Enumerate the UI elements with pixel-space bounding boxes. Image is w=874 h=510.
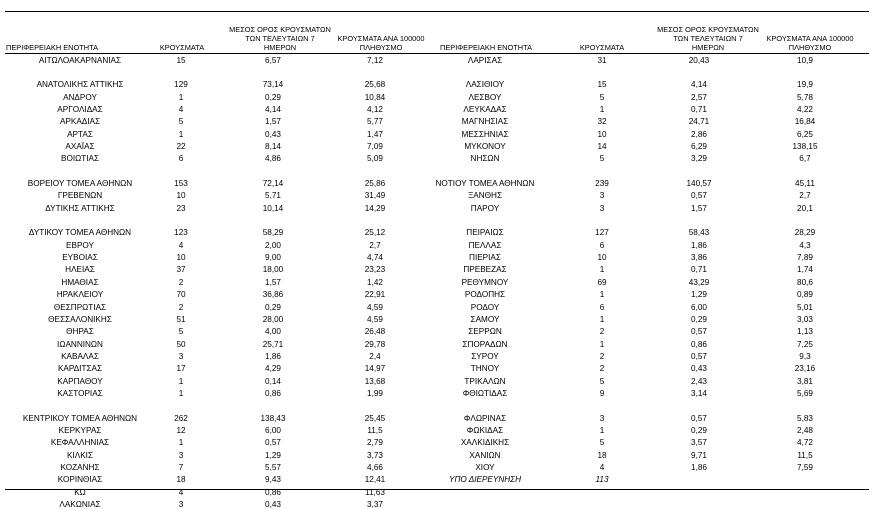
region-name-cell: ΠΕΛΛΑΣ [468, 240, 502, 250]
region-name-cell: ΚΑΒΑΛΑΣ [61, 351, 99, 361]
region-name-cell: ΚΑΡΠΑΘΟΥ [57, 376, 103, 386]
avg7-cell: 1,29 [691, 290, 707, 300]
per100k-cell: 10,84 [364, 92, 386, 102]
region-name-cell: ΑΝΑΤΟΛΙΚΗΣ ΑΤΤΙΚΗΣ [36, 80, 124, 90]
per100k-cell: 3,81 [797, 376, 813, 386]
region-name-cell: ΣΕΡΡΩΝ [468, 327, 502, 337]
per100k-cell: 5,09 [367, 154, 383, 164]
region-name-cell: ΧΙΟΥ [475, 463, 495, 473]
avg7-cell: 0,57 [691, 327, 707, 337]
per100k-cell: 2,4 [369, 351, 381, 361]
avg7-cell: 3,86 [691, 253, 707, 263]
cases-cell: 153 [174, 179, 188, 188]
cases-cell: 12 [176, 426, 186, 435]
region-name-cell: ΔΥΤΙΚΟΥ ΤΟΜΕΑ ΑΘΗΝΩΝ [28, 228, 132, 238]
cases-cell: 1 [599, 314, 605, 324]
cases-cell: 3 [599, 203, 605, 213]
region-name-cell: ΣΑΜΟΥ [470, 314, 500, 324]
per100k-cell: 3,73 [367, 450, 383, 460]
per100k-cell: 2,7 [799, 191, 811, 201]
per100k-cell: 4,59 [367, 314, 383, 324]
cases-cell: 18 [176, 475, 186, 485]
region-name-cell: ΚΕΡΚΥΡΑΣ [58, 426, 102, 435]
cases-cell: 5 [178, 327, 184, 337]
region-name-cell: ΕΒΡΟΥ [66, 240, 94, 250]
region-name-cell: ΧΑΝΙΩΝ [469, 450, 501, 460]
left-header-avg7-line2: ΤΩΝ ΤΕΛΕΥΤΑΙΩΝ 7 [245, 34, 315, 43]
right-header-per100k [755, 34, 865, 52]
per100k-cell: 19,9 [797, 80, 813, 90]
region-name-cell: ΤΡΙΚΑΛΩΝ [464, 376, 506, 386]
avg7-cell: 43,29 [688, 277, 710, 287]
cases-cell: 2 [599, 327, 605, 337]
region-name-cell: ΑΧΑΪΑΣ [65, 141, 95, 151]
cases-cell: 23 [176, 203, 186, 213]
avg7-cell: 140,57 [686, 179, 712, 188]
per100k-cell: 1,74 [797, 265, 813, 275]
avg7-cell: 4,14 [691, 80, 707, 90]
cases-cell: 50 [176, 339, 186, 349]
per100k-cell: 22,91 [364, 290, 386, 300]
region-name-cell: ΦΩΚΙΔΑΣ [466, 426, 504, 435]
cases-cell: 70 [176, 290, 186, 300]
avg7-cell: 0,57 [265, 438, 281, 448]
cases-cell: 31 [597, 55, 607, 65]
left-header-per100k [326, 34, 436, 52]
header-rule [5, 53, 869, 54]
region-name-cell: ΡΕΘΥΜΝΟΥ [461, 277, 509, 287]
per100k-cell: 11,5 [367, 426, 383, 435]
cases-cell: 3 [599, 413, 605, 423]
avg7-cell: 0,43 [265, 500, 281, 510]
region-name-cell: ΘΕΣΠΡΩΤΙΑΣ [53, 302, 107, 312]
cases-cell: 1 [599, 290, 605, 300]
avg7-cell: 0,29 [691, 314, 707, 324]
right-header-avg7 [648, 25, 768, 52]
avg7-cell: 24,71 [688, 117, 710, 127]
per100k-cell: 5,69 [797, 388, 813, 398]
region-name-cell: ΔΥΤΙΚΗΣ ΑΤΤΙΚΗΣ [45, 203, 115, 213]
avg7-cell: 0,57 [691, 413, 707, 423]
left-header-avg7-line1: ΜΕΣΟΣ ΟΡΟΣ ΚΡΟΥΣΜΑΤΩΝ [229, 25, 331, 34]
cases-cell: 127 [595, 228, 609, 238]
cases-cell: 1 [599, 426, 605, 435]
per100k-cell: 45,11 [795, 179, 815, 188]
right-header-avg7-line2: ΤΩΝ ΤΕΛΕΥΤΑΙΩΝ 7 [673, 34, 743, 43]
per100k-cell: 16,84 [794, 117, 816, 127]
avg7-cell: 6,00 [691, 302, 707, 312]
avg7-cell: 1,86 [691, 240, 707, 250]
cases-cell: 239 [595, 179, 609, 188]
cases-cell: 4 [178, 104, 184, 114]
avg7-cell: 0,43 [691, 364, 707, 374]
per100k-cell: 12,41 [364, 475, 386, 485]
left-header-avg7-line3: ΗΜΕΡΩΝ [263, 43, 297, 52]
region-name-cell: ΧΑΛΚΙΔΙΚΗΣ [460, 438, 510, 448]
region-name-cell: ΛΑΣΙΘΙΟΥ [465, 80, 505, 90]
avg7-cell: 2,86 [691, 129, 707, 139]
avg7-cell: 20,43 [688, 55, 710, 65]
avg7-cell: 0,29 [265, 92, 281, 102]
region-name-cell: ΞΑΝΘΗΣ [467, 191, 503, 201]
region-name-cell: ΚΕΝΤΡΙΚΟΥ ΤΟΜΕΑ ΑΘΗΝΩΝ [22, 413, 138, 423]
per100k-cell: 25,86 [364, 179, 386, 188]
cases-cell: 7 [178, 463, 184, 473]
avg7-cell: 8,14 [265, 141, 281, 151]
per100k-cell: 7,12 [367, 55, 383, 65]
avg7-cell: 6,00 [265, 426, 281, 435]
avg7-cell: 1,29 [265, 450, 281, 460]
region-name-cell: ΠΙΕΡΙΑΣ [469, 253, 501, 263]
cases-cell: 10 [176, 253, 186, 263]
region-name-cell: ΛΕΥΚΑΔΑΣ [463, 104, 507, 114]
per100k-cell: 7,59 [797, 463, 813, 473]
region-name-cell: ΚΑΣΤΟΡΙΑΣ [57, 388, 103, 398]
cases-cell: 1 [178, 388, 184, 398]
avg7-cell: 6,29 [691, 141, 707, 151]
avg7-cell: 1,86 [265, 351, 281, 361]
region-name-cell: ΓΡΕΒΕΝΩΝ [57, 191, 103, 201]
avg7-cell: 4,86 [265, 154, 281, 164]
per100k-cell: 26,48 [364, 327, 386, 337]
region-name-cell: ΡΟΔΟΠΗΣ [464, 290, 506, 300]
avg7-cell: 0,86 [691, 339, 707, 349]
cases-cell: 3 [178, 450, 184, 460]
region-name-cell: ΚΩ [74, 487, 86, 497]
avg7-cell: 0,57 [691, 351, 707, 361]
avg7-cell: 2,57 [691, 92, 707, 102]
cases-cell: 10 [597, 253, 607, 263]
per100k-cell: 23,23 [364, 265, 386, 275]
region-name-cell: ΑΙΤΩΛΟΑΚΑΡΝΑΝΙΑΣ [38, 55, 122, 65]
region-name-cell: ΒΟΡΕΙΟΥ ΤΟΜΕΑ ΑΘΗΝΩΝ [27, 179, 133, 188]
region-name-cell: ΑΡΚΑΔΙΑΣ [59, 117, 101, 127]
cases-cell: 1 [178, 376, 184, 386]
region-name-cell: ΝΟΤΙΟΥ ΤΟΜΕΑ ΑΘΗΝΩΝ [435, 179, 535, 188]
region-name-cell: ΚΟΖΑΝΗΣ [60, 463, 100, 473]
avg7-cell: 0,29 [691, 426, 707, 435]
avg7-cell: 0,43 [265, 129, 281, 139]
region-name-cell: ΚΟΡΙΝΘΙΑΣ [57, 475, 103, 485]
avg7-cell: 0,14 [265, 376, 281, 386]
region-name-cell: ΗΛΕΙΑΣ [65, 265, 95, 275]
region-name-cell: ΡΟΔΟΥ [470, 302, 500, 312]
cases-cell: 5 [599, 154, 605, 164]
cases-cell: 6 [178, 154, 184, 164]
cases-cell: 10 [176, 191, 186, 201]
cases-cell: 15 [597, 80, 607, 90]
avg7-cell: 72,14 [262, 179, 284, 188]
per100k-cell: 25,12 [364, 228, 386, 238]
region-name-cell: ΦΛΩΡΙΝΑΣ [463, 413, 507, 423]
region-name-cell: ΘΗΡΑΣ [66, 327, 94, 337]
avg7-cell: 3,14 [691, 388, 707, 398]
avg7-cell: 58,43 [688, 228, 710, 238]
left-header-per100k-line2: ΠΛΗΘΥΣΜΟ [359, 43, 403, 52]
per100k-cell: 5,83 [797, 413, 813, 423]
per100k-cell: 25,68 [364, 80, 386, 90]
cases-cell: 17 [176, 364, 186, 374]
per100k-cell: 1,47 [367, 129, 383, 139]
cases-cell: 1 [599, 104, 605, 114]
avg7-cell: 2,00 [265, 240, 281, 250]
cases-cell: 51 [176, 314, 186, 324]
region-name-cell: ΚΑΡΔΙΤΣΑΣ [57, 364, 103, 374]
avg7-cell: 36,86 [262, 290, 284, 300]
per100k-cell: 2,79 [367, 438, 383, 448]
avg7-cell: 9,43 [265, 475, 281, 485]
cases-cell: 22 [176, 141, 186, 151]
per100k-cell: 29,78 [364, 339, 386, 349]
per100k-cell: 5,77 [367, 117, 383, 127]
cases-cell: 1 [599, 339, 605, 349]
avg7-cell: 28,00 [262, 314, 284, 324]
cases-cell: 113 [595, 475, 609, 485]
avg7-cell: 9,00 [265, 253, 281, 263]
region-name-cell: ΛΑΚΩΝΙΑΣ [59, 500, 101, 510]
per100k-cell: 80,6 [797, 277, 813, 287]
region-name-cell: ΑΡΓΟΛΙΔΑΣ [57, 104, 103, 114]
avg7-cell: 0,71 [691, 265, 707, 275]
per100k-cell: 2,7 [369, 240, 381, 250]
region-name-cell: ΣΥΡΟΥ [471, 351, 499, 361]
cases-cell: 3 [178, 500, 184, 510]
region-name-cell: ΚΙΛΚΙΣ [66, 450, 93, 460]
per100k-cell: 11,63 [365, 487, 385, 497]
avg7-cell: 10,14 [262, 203, 284, 213]
region-name-cell: ΗΡΑΚΛΕΙΟΥ [56, 290, 104, 300]
avg7-cell: 1,57 [265, 117, 281, 127]
avg7-cell: 1,86 [691, 463, 707, 473]
per100k-cell: 14,29 [364, 203, 386, 213]
per100k-cell: 0,89 [797, 290, 813, 300]
avg7-cell: 0,86 [265, 487, 281, 497]
cases-cell: 1 [178, 438, 184, 448]
region-name-cell: ΠΡΕΒΕΖΑΣ [463, 265, 507, 275]
avg7-cell: 73,14 [262, 80, 284, 90]
per100k-cell: 25,45 [364, 413, 386, 423]
avg7-cell: 58,29 [262, 228, 284, 238]
cases-cell: 123 [174, 228, 188, 238]
cases-cell: 5 [599, 376, 605, 386]
cases-cell: 4 [178, 487, 184, 497]
region-name-cell: ΜΕΣΣΗΝΙΑΣ [461, 129, 509, 139]
cases-cell: 6 [599, 240, 605, 250]
cases-cell: 15 [176, 55, 186, 65]
cases-cell: 32 [597, 117, 607, 127]
avg7-cell: 4,00 [265, 327, 281, 337]
per100k-cell: 5,01 [797, 302, 813, 312]
per100k-cell: 5,78 [797, 92, 813, 102]
right-header-region: ΠΕΡΙΦΕΡΕΙΑΚΗ ΕΝΟΤΗΤΑ [440, 43, 532, 52]
region-name-cell: ΕΥΒΟΙΑΣ [62, 253, 98, 263]
avg7-cell: 5,57 [265, 463, 281, 473]
region-name-cell: ΑΝΔΡΟΥ [63, 92, 97, 102]
cases-cell: 5 [599, 438, 605, 448]
cases-cell: 5 [178, 117, 184, 127]
per100k-cell: 20,1 [797, 203, 813, 213]
cases-cell: 14 [597, 141, 607, 151]
avg7-cell: 4,29 [265, 364, 281, 374]
avg7-cell: 18,00 [262, 265, 284, 275]
avg7-cell: 6,57 [265, 55, 281, 65]
region-name-cell: ΒΟΙΩΤΙΑΣ [60, 154, 100, 164]
cases-cell: 262 [174, 413, 188, 423]
right-header-cases: ΚΡΟΥΣΜΑΤΑ [579, 43, 625, 52]
cases-cell: 37 [176, 265, 186, 275]
cases-cell: 69 [597, 277, 607, 287]
right-header-per100k-line2: ΠΛΗΘΥΣΜΟ [788, 43, 832, 52]
avg7-cell: 3,57 [691, 438, 707, 448]
region-name-cell: ΥΠΟ ΔΙΕΡΕΥΝΗΣΗ [449, 475, 521, 485]
region-name-cell: ΤΗΝΟΥ [470, 364, 500, 374]
per100k-cell: 1,13 [797, 327, 813, 337]
avg7-cell: 5,71 [265, 191, 281, 201]
per100k-cell: 23,16 [794, 364, 816, 374]
per100k-cell: 14,97 [364, 364, 386, 374]
avg7-cell: 3,29 [691, 154, 707, 164]
per100k-cell: 11,5 [797, 450, 813, 460]
region-name-cell: ΚΕΦΑΛΛΗΝΙΑΣ [50, 438, 110, 448]
region-name-cell: ΜΑΓΝΗΣΙΑΣ [461, 117, 509, 127]
avg7-cell: 0,71 [691, 104, 707, 114]
per100k-cell: 31,49 [364, 191, 386, 201]
left-header-cases: ΚΡΟΥΣΜΑΤΑ [159, 43, 205, 52]
cases-cell: 4 [599, 463, 605, 473]
cases-cell: 4 [178, 240, 184, 250]
per100k-cell: 2,48 [797, 426, 813, 435]
cases-cell: 18 [597, 450, 607, 460]
avg7-cell: 25,71 [262, 339, 284, 349]
region-name-cell: ΦΘΙΩΤΙΔΑΣ [462, 388, 508, 398]
avg7-cell: 1,57 [265, 277, 281, 287]
avg7-cell: 0,57 [691, 191, 707, 201]
per100k-cell: 7,25 [797, 339, 813, 349]
per100k-cell: 4,74 [367, 253, 383, 263]
avg7-cell: 4,14 [265, 104, 281, 114]
right-header-avg7-line1: ΜΕΣΟΣ ΟΡΟΣ ΚΡΟΥΣΜΑΤΩΝ [657, 25, 759, 34]
cases-cell: 1 [599, 265, 605, 275]
avg7-cell: 2,43 [691, 376, 707, 386]
per100k-cell: 1,42 [367, 277, 383, 287]
per100k-cell: 4,59 [367, 302, 383, 312]
per100k-cell: 28,29 [794, 228, 816, 238]
cases-cell: 3 [178, 351, 184, 361]
per100k-cell: 4,72 [797, 438, 813, 448]
region-name-cell: ΗΜΑΘΙΑΣ [61, 277, 99, 287]
avg7-cell: 9,71 [691, 450, 707, 460]
region-name-cell: ΠΕΙΡΑΙΩΣ [466, 228, 504, 238]
cases-cell: 10 [597, 129, 607, 139]
per100k-cell: 4,3 [799, 240, 811, 250]
avg7-cell: 0,86 [265, 388, 281, 398]
cases-cell: 2 [599, 351, 605, 361]
region-name-cell: ΙΩΑΝΝΙΝΩΝ [57, 339, 103, 349]
per100k-cell: 1,99 [367, 388, 383, 398]
right-header-per100k-line1: ΚΡΟΥΣΜΑΤΑ ΑΝΑ 100000 [766, 34, 854, 43]
avg7-cell: 138,43 [260, 413, 286, 423]
region-name-cell: ΣΠΟΡΑΔΩΝ [462, 339, 508, 349]
per100k-cell: 138,15 [792, 141, 818, 151]
cases-cell: 1 [178, 92, 184, 102]
per100k-cell: 10,9 [797, 55, 813, 65]
per100k-cell: 4,66 [367, 463, 383, 473]
region-name-cell: ΛΑΡΙΣΑΣ [467, 55, 503, 65]
per100k-cell: 6,25 [797, 129, 813, 139]
cases-cell: 2 [178, 277, 184, 287]
per100k-cell: 4,12 [367, 104, 383, 114]
per100k-cell: 4,22 [797, 104, 813, 114]
per100k-cell: 7,89 [797, 253, 813, 263]
per100k-cell: 9,3 [799, 351, 811, 361]
left-header-avg7 [220, 25, 340, 52]
cases-cell: 3 [599, 191, 605, 201]
avg7-cell: 0,29 [265, 302, 281, 312]
cases-cell: 1 [178, 129, 184, 139]
left-header-per100k-line1: ΚΡΟΥΣΜΑΤΑ ΑΝΑ 100000 [337, 34, 425, 43]
per100k-cell: 3,37 [367, 500, 383, 510]
region-name-cell: ΝΗΣΩΝ [470, 154, 500, 164]
per100k-cell: 6,7 [799, 154, 811, 164]
cases-cell: 5 [599, 92, 605, 102]
region-name-cell: ΜΥΚΟΝΟΥ [464, 141, 506, 151]
region-name-cell: ΘΕΣΣΑΛΟΝΙΚΗΣ [48, 314, 112, 324]
avg7-cell: 1,57 [691, 203, 707, 213]
cases-cell: 2 [178, 302, 184, 312]
right-header-avg7-line3: ΗΜΕΡΩΝ [691, 43, 725, 52]
region-name-cell: ΠΑΡΟΥ [470, 203, 500, 213]
per100k-cell: 7,09 [367, 141, 383, 151]
left-header-region: ΠΕΡΙΦΕΡΕΙΑΚΗ ΕΝΟΤΗΤΑ [6, 43, 98, 52]
cases-cell: 129 [174, 80, 188, 90]
cases-cell: 2 [599, 364, 605, 374]
cases-cell: 6 [599, 302, 605, 312]
region-name-cell: ΑΡΤΑΣ [67, 129, 93, 139]
region-name-cell: ΛΕΣΒΟΥ [468, 92, 502, 102]
per100k-cell: 3,03 [797, 314, 813, 324]
cases-cell: 9 [599, 388, 605, 398]
per100k-cell: 13,68 [364, 376, 386, 386]
top-rule [5, 11, 869, 12]
